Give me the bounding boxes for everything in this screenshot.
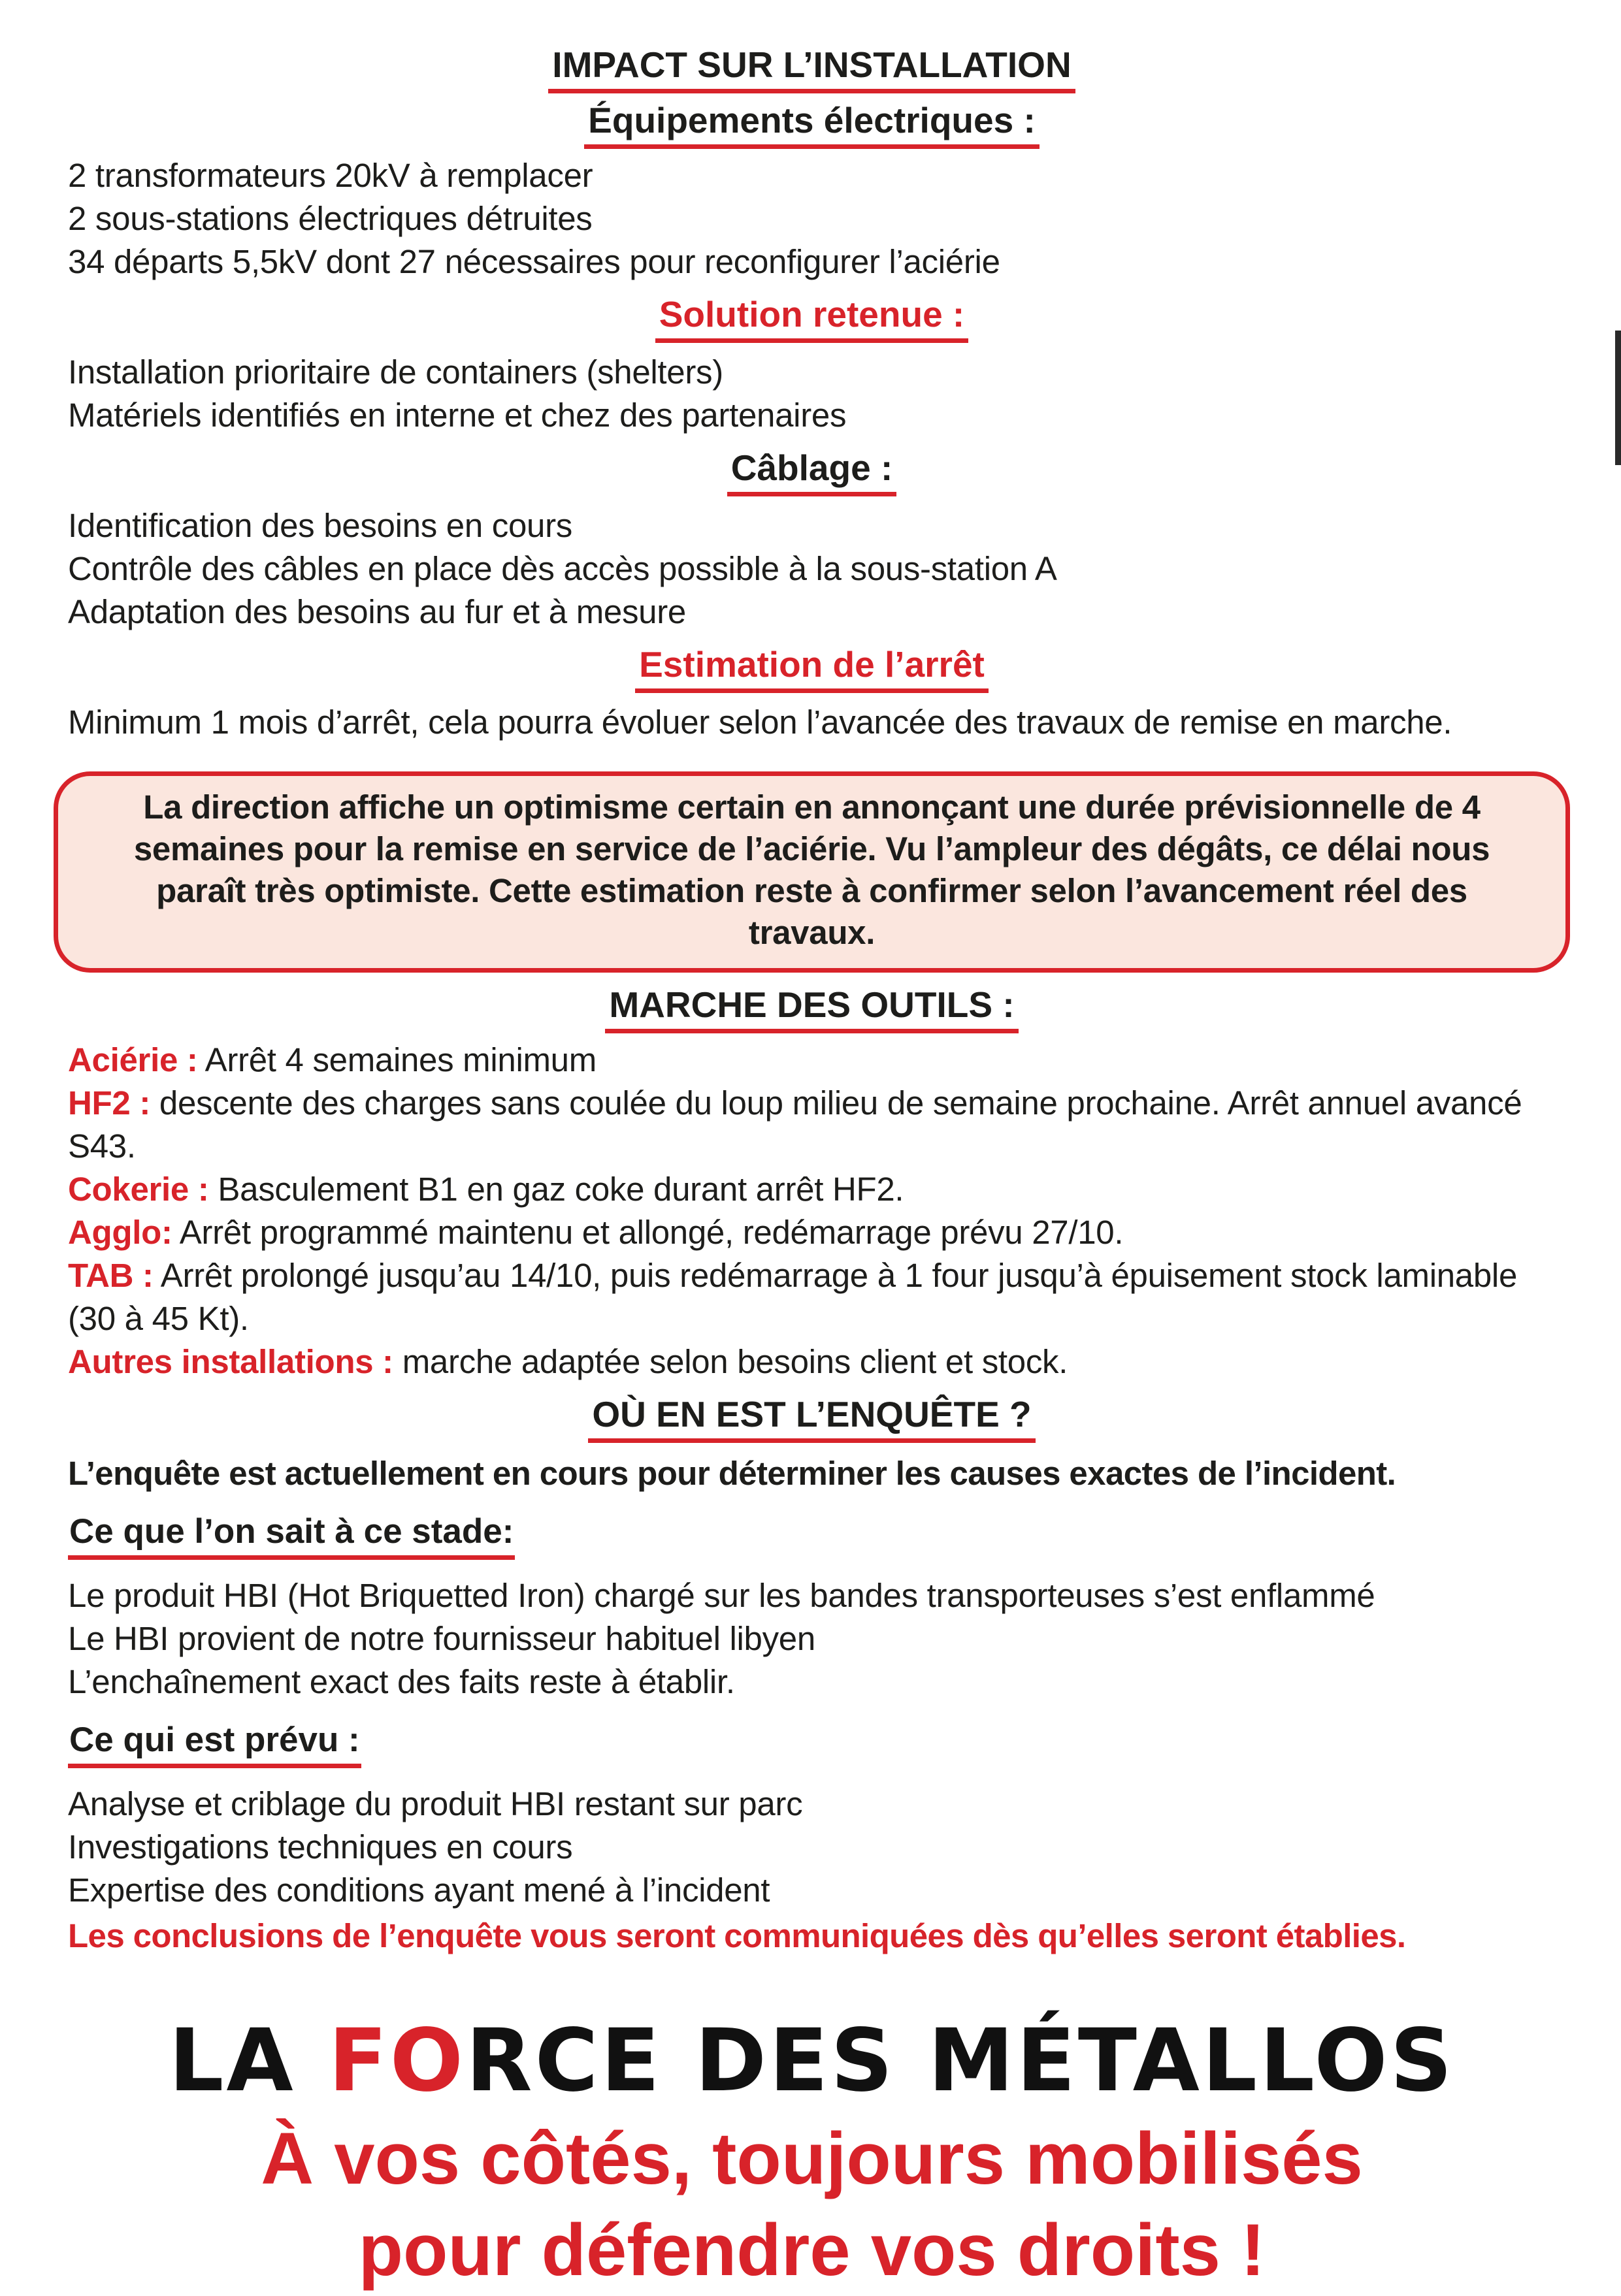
prevu-line: Investigations techniques en cours <box>68 1828 573 1866</box>
prevu-line: Expertise des conditions ayant mené à l’incident <box>68 1871 770 1909</box>
tool-text: Arrêt 4 semaines minimum <box>205 1041 597 1078</box>
equipements-line: 2 sous-stations électriques détruites <box>68 200 593 237</box>
footer-slogan-title <box>68 2011 1556 2111</box>
equipements-line: 34 départs 5,5kV dont 27 nécessaires pour reconfigurer l’aciérie <box>68 243 1000 280</box>
cablage-line: Contrôle des câbles en place dès accès possible à la sous-station A <box>68 550 1057 587</box>
equipements-heading: Équipements électriques : <box>584 100 1040 149</box>
tool-item-cokerie <box>68 1168 1556 1211</box>
prevu-line: Analyse et criblage du produit HBI restant sur parc <box>68 1785 803 1822</box>
outils-heading: MARCHE DES OUTILS : <box>605 984 1018 1033</box>
footer-slogan-line2: pour défendre vos droits ! <box>358 2209 1266 2291</box>
enquete-conclusion: Les conclusions de l’enquête vous seront communiquées dès qu’elles seront établies. <box>68 1917 1406 1954</box>
footer-title-prefix: LA <box>169 2011 329 2111</box>
footer-slogan-line1: À vos côtés, toujours mobilisés <box>261 2118 1363 2199</box>
tool-label: Aciérie : <box>68 1041 198 1078</box>
prevu-subhead-wrap <box>68 1704 1556 1783</box>
prevu-heading: Ce qui est prévu : <box>68 1721 361 1768</box>
equipements-line: 2 transformateurs 20kV à remplacer <box>68 157 593 194</box>
tool-item-tab <box>68 1254 1556 1340</box>
tool-text: marche adaptée selon besoins client et stock. <box>402 1343 1068 1380</box>
tool-label: TAB : <box>68 1257 154 1294</box>
tool-item-autres <box>68 1340 1556 1383</box>
tool-text: Arrêt programmé maintenu et allongé, redémarrage prévu 27/10. <box>179 1214 1124 1251</box>
section-heading-cablage <box>68 447 1556 496</box>
sait-line: Le HBI provient de notre fournisseur habituel libyen <box>68 1620 815 1657</box>
impact-title: IMPACT SUR L’INSTALLATION <box>548 44 1075 93</box>
footer-title-fo-accent: FO <box>328 2011 466 2111</box>
solution-line: Matériels identifiés en interne et chez des partenaires <box>68 396 847 434</box>
sait-subhead-wrap <box>68 1495 1556 1574</box>
sait-heading: Ce que l’on sait à ce stade: <box>68 1512 515 1560</box>
tool-label: HF2 : <box>68 1084 151 1122</box>
tool-item-hf2 <box>68 1082 1556 1168</box>
estimation-heading: Estimation de l’arrêt <box>635 644 989 693</box>
footer-title-suffix: RCE DES MÉTALLOS <box>465 2011 1455 2111</box>
cablage-line: Identification des besoins en cours <box>68 507 572 544</box>
tool-text: descente des charges sans coulée du loup milieu de semaine prochaine. Arrêt annuel avancé S43. <box>68 1084 1522 1165</box>
solution-line: Installation prioritaire de containers (shelters) <box>68 353 723 391</box>
enquete-heading: OÙ EN EST L’ENQUÊTE ? <box>588 1394 1035 1443</box>
footer-slogan-sub <box>68 2113 1556 2296</box>
scan-edge-mark <box>1615 331 1621 465</box>
section-heading-outils <box>68 984 1556 1033</box>
sait-line: L’enchaînement exact des faits reste à établir. <box>68 1663 735 1700</box>
management-estimate-callout: La direction affiche un optimisme certain en annonçant une durée prévisionnelle de 4 semaines pour la remise en service de l’aciérie. Vu l’ampleur des dégâts, ce délai nous paraît très optimiste. Cette estimation reste à confirmer selon l’avancement réel des travaux. <box>54 771 1570 973</box>
tool-label: Agglo: <box>68 1214 172 1251</box>
tool-label: Cokerie : <box>68 1171 209 1208</box>
section-heading-enquete <box>68 1394 1556 1443</box>
tool-text: Basculement B1 en gaz coke durant arrêt HF2. <box>218 1171 904 1208</box>
estimation-paragraph: Minimum 1 mois d’arrêt, cela pourra évoluer selon l’avancée des travaux de remise en marche. <box>68 703 1452 741</box>
section-heading-solution <box>68 294 1556 343</box>
solution-heading: Solution retenue : <box>655 294 969 343</box>
section-heading-impact <box>68 44 1556 93</box>
tool-label: Autres installations : <box>68 1343 393 1380</box>
sait-line: Le produit HBI (Hot Briquetted Iron) chargé sur les bandes transporteuses s’est enflammé <box>68 1577 1375 1614</box>
tool-item-agglo <box>68 1211 1556 1254</box>
cablage-line: Adaptation des besoins au fur et à mesure <box>68 593 686 630</box>
enquete-intro: L’enquête est actuellement en cours pour déterminer les causes exactes de l’incident. <box>68 1455 1396 1492</box>
cablage-heading: Câblage : <box>727 447 897 496</box>
tool-item-acierie <box>68 1039 1556 1082</box>
tool-text: Arrêt prolongé jusqu’au 14/10, puis redémarrage à 1 four jusqu’à épuisement stock laminable (30 à 45 Kt). <box>68 1257 1518 1337</box>
section-heading-estimation <box>68 644 1556 693</box>
section-heading-equipements <box>68 100 1556 149</box>
